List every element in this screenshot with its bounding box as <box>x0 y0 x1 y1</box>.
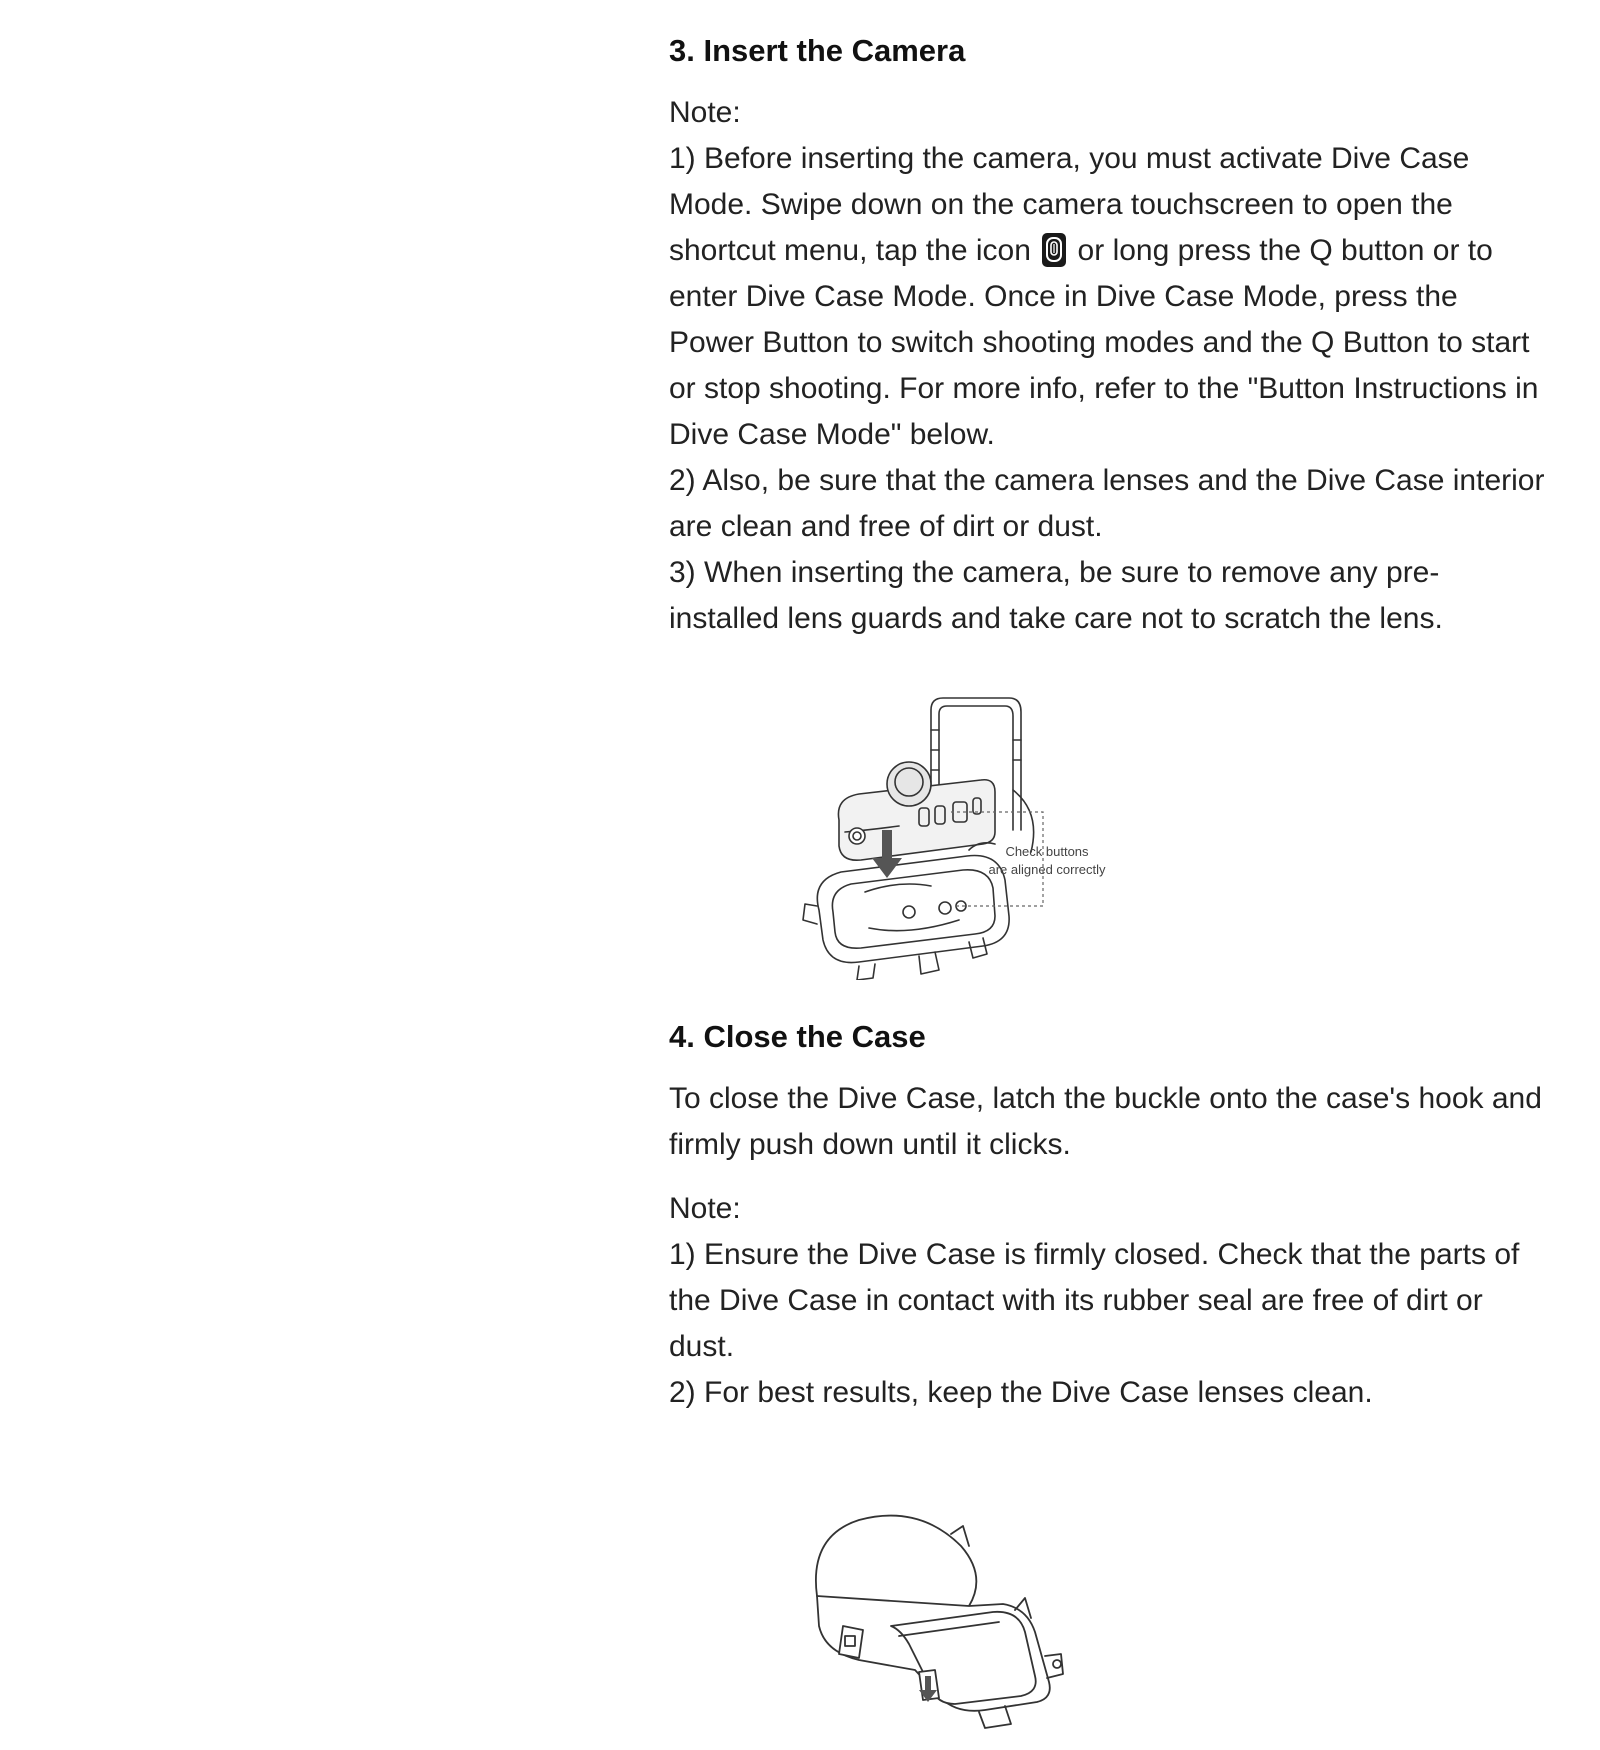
callout-label <box>987 843 1107 879</box>
section-title-insert-camera: 3. Insert the Camera <box>669 33 966 68</box>
callout-line-2: are aligned correctly <box>988 862 1106 877</box>
note-label: Note: <box>669 1192 741 1225</box>
note-item-1-text-b: or long press the Q button or to enter Dive Case Mode. Once in Dive Case Mode, press the Power Button to switch shooting modes and the Q Button to start or stop shooting. For more info, refer to the "Button Instructions in Dive Case Mode" below. <box>669 234 1539 451</box>
insert-camera-illustration <box>669 680 1549 980</box>
paragraph-spacer <box>669 1168 1549 1186</box>
note-item-2: 2) For best results, keep the Dive Case lenses clean. <box>669 1376 1373 1409</box>
note-item-1-text-a: 1) Before inserting the camera, you must activate Dive Case Mode. Swipe down on the camera touchscreen to open the shortcut menu, tap the icon <box>669 142 1470 267</box>
note-item-1 <box>669 136 1549 458</box>
note-block-insert-camera <box>669 90 1549 642</box>
note-block-close-case <box>669 1186 1549 1416</box>
closed-case-illustration <box>669 1476 1549 1736</box>
note-item-3: 3) When inserting the camera, be sure to remove any pre-installed lens guards and take care not to scratch the lens. <box>669 556 1443 635</box>
section-title-close-case: 4. Close the Case <box>669 1019 926 1054</box>
manual-content <box>669 20 1549 1736</box>
close-case-instructions: To close the Dive Case, latch the buckle onto the case's hook and firmly push down until it clicks. <box>669 1082 1542 1161</box>
dive-case-mode-icon <box>1041 231 1067 269</box>
callout-line-1: Check buttons <box>1005 844 1089 859</box>
camera-and-case-drawing <box>669 680 1549 980</box>
note-item-2: 2) Also, be sure that the camera lenses and the Dive Case interior are clean and free of dirt or dust. <box>669 464 1545 543</box>
note-label: Note: <box>669 96 741 129</box>
note-item-1: 1) Ensure the Dive Case is firmly closed. Check that the parts of the Dive Case in contact with its rubber seal are free of dirt or dust. <box>669 1238 1520 1363</box>
closed-dive-case-drawing <box>669 1476 1549 1736</box>
